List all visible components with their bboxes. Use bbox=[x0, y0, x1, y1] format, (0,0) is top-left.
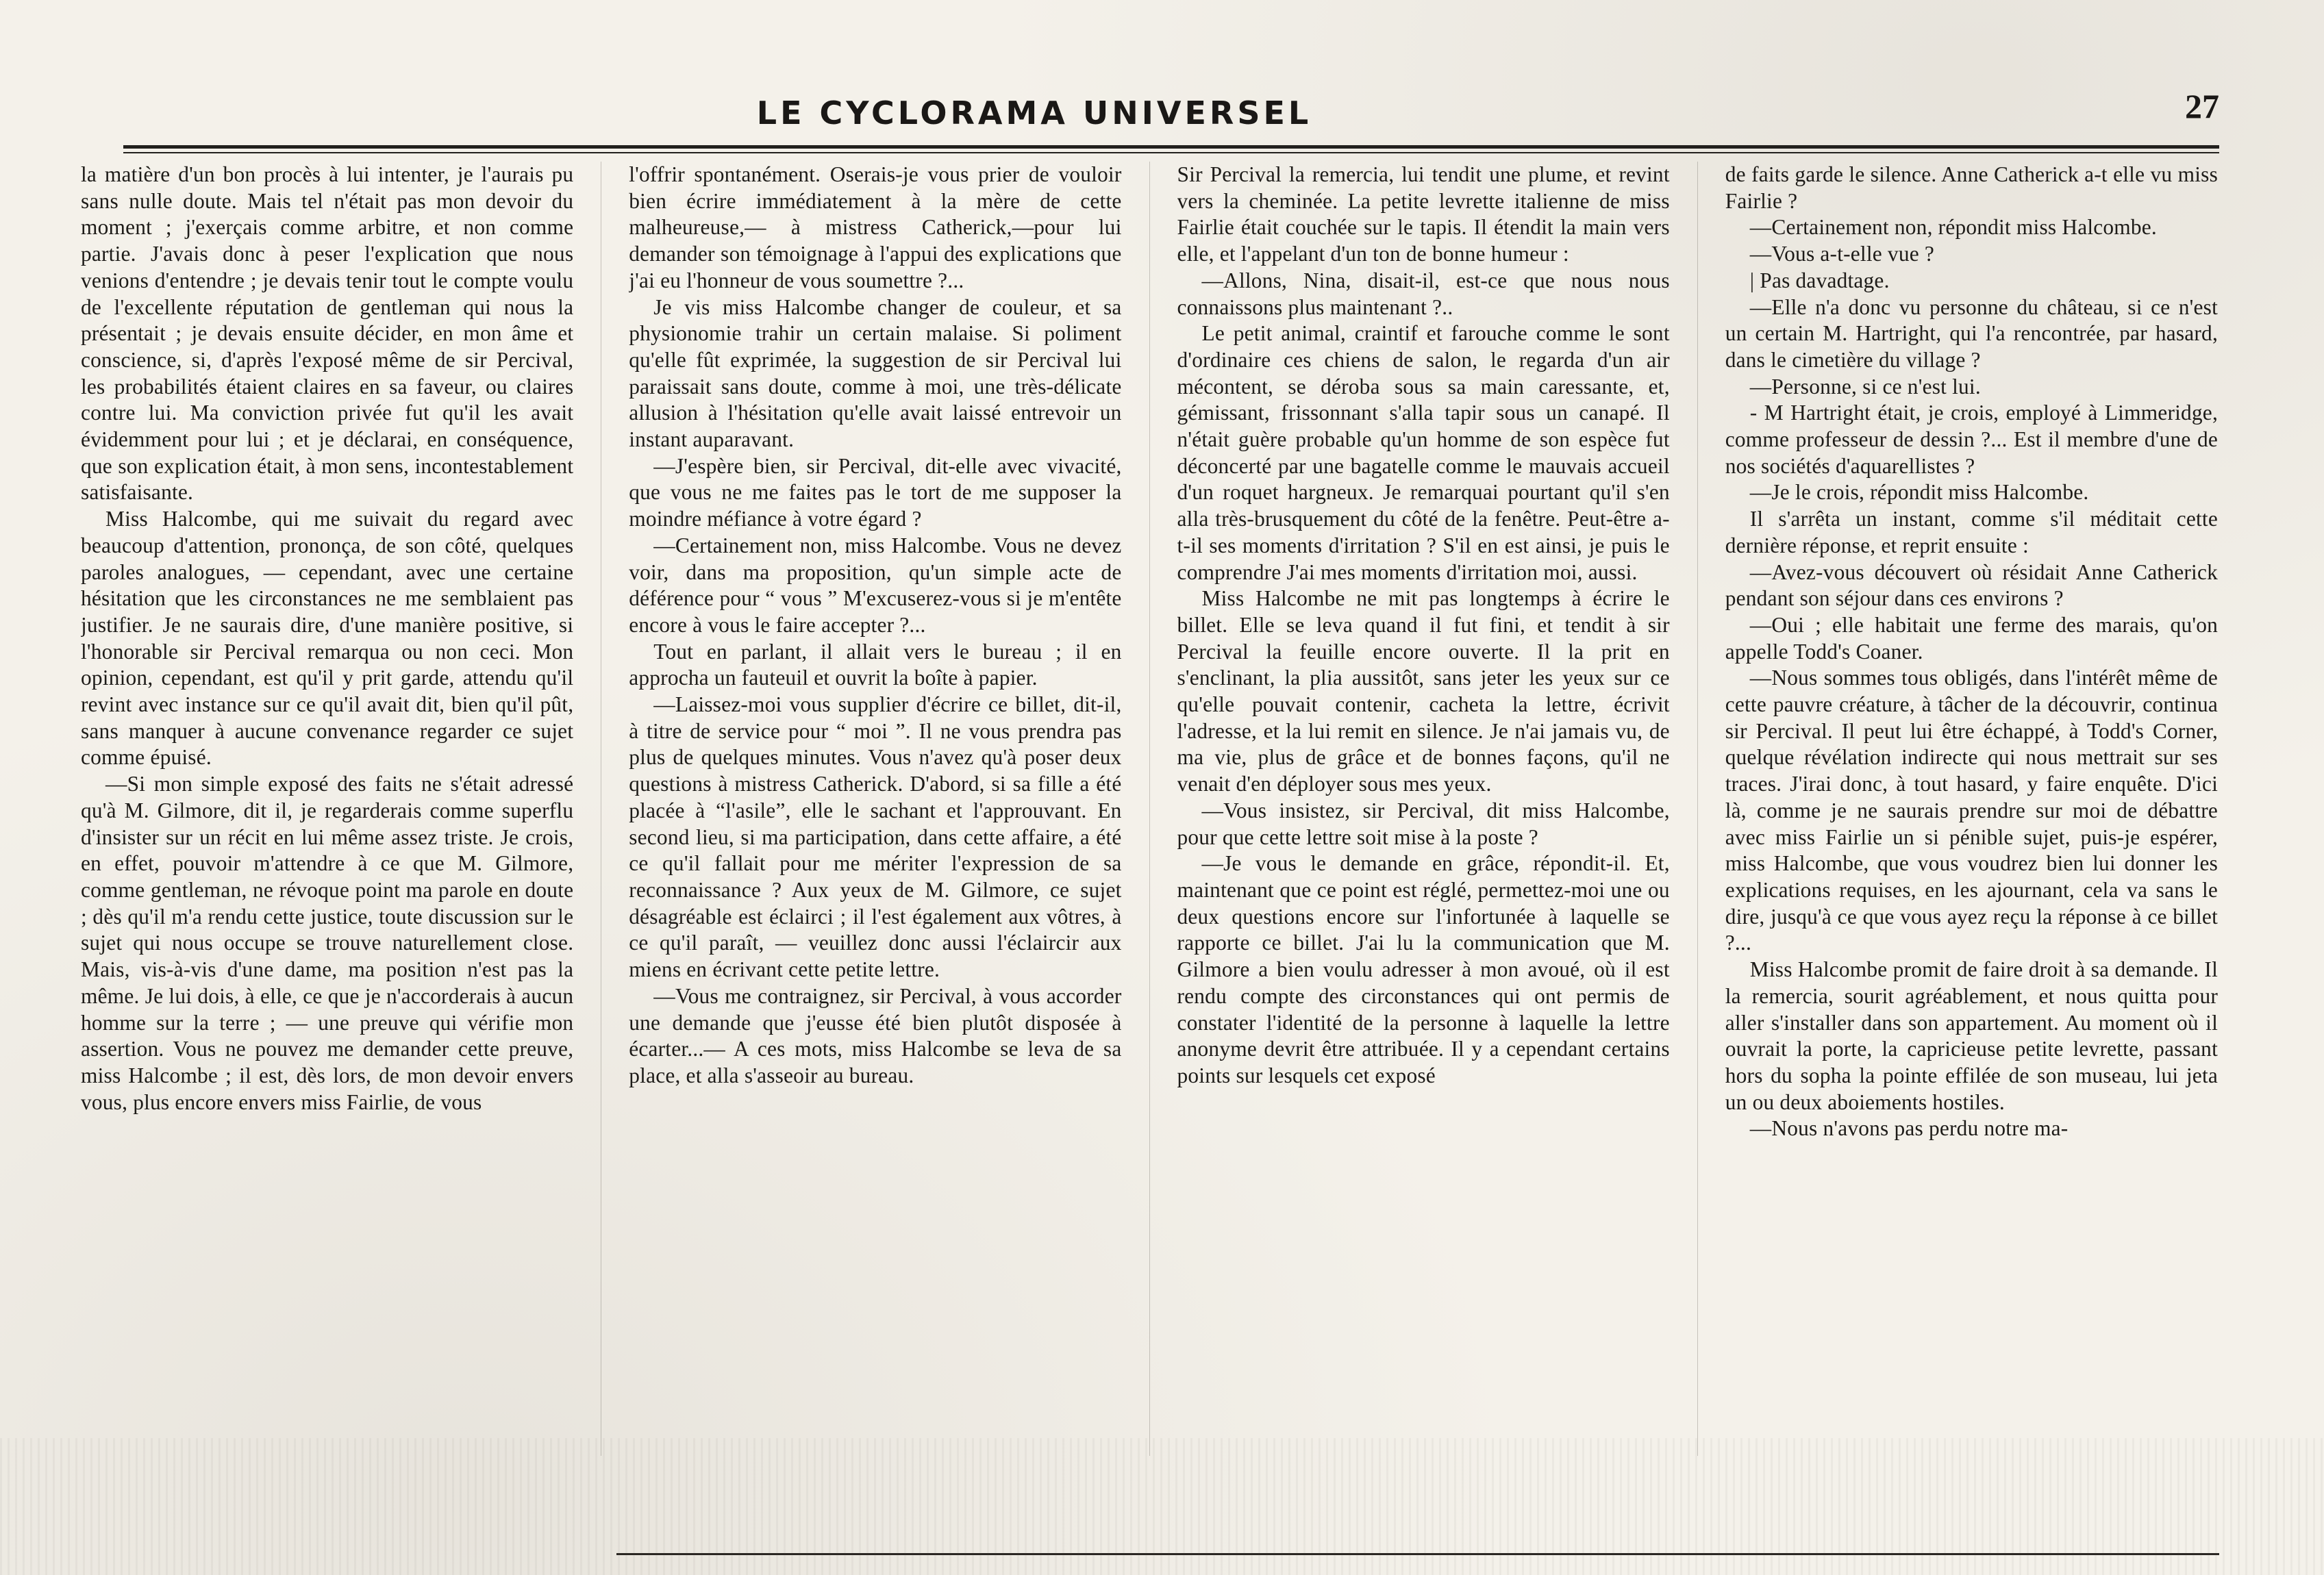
paragraph: Miss Halcombe promit de faire droit à sa demande. Il la remercia, sourit agréablement, et nous quitta pour aller s'installer dans son appartement. Au moment où il ouvrait la porte, la capricieuse petite levrette, passant hors du sopha la pointe effilée de son museau, lui jeta un ou deux aboiements hostiles. bbox=[1725, 957, 2218, 1114]
paragraph: la matière d'un bon procès à lui intenter, je l'aurais pu sans nulle doute. Mais tel n'était pas mon devoir du moment ; j'exerçais comme arbitre, et non comme partie. J'avais donc à peser l'explication que nous venions d'entendre ; je devais tenir tout le compte voulu de l'excellente réputation de gentleman qui nous la présentait ; je devais ensuite décider, en mon âme et conscience, si, d'après l'exposé même de sir Percival, les probabilités étaient claires en sa faveur, ou claires contre lui. Ma conviction privée fut qu'il les avait évidemment pour lui ; et je déclarai, en conséquence, que son explication était, à mon sens, incontestablement satisfaisante. bbox=[81, 162, 574, 505]
paragraph: —Je le crois, répondit miss Halcombe. bbox=[1749, 480, 2089, 505]
paragraph: —Certainement non, miss Halcombe. Vous ne devez voir, dans ma proposition, qu'un simple acte de déférence pour “ vous ” M'excuserez-vous si je m'entête encore à vous le faire accepter ?... bbox=[629, 533, 1122, 637]
paragraph: Miss Halcombe ne mit pas longtemps à écrire le billet. Elle se leva quand il fut fini, et tendit à sir Percival la feuille encore ouverte. Il la prit en s'enclinant, la plia aussitôt, sans jeter les yeux sur ce qu'elle pouvait contenir, cacheta la lettre, écrivit l'adresse, et la lui remit en silence. Je n'ai jamais vu, de ma vie, plus de grâce et de bonnes façons, qu'il ne venait d'en déployer sous mes yeux. bbox=[1177, 586, 1670, 796]
paragraph: Il s'arrêta un instant, comme s'il méditait cette dernière réponse, et reprit ensuite : bbox=[1725, 507, 2218, 557]
paragraph: —Nous n'avons pas perdu notre ma- bbox=[1749, 1116, 2069, 1141]
paragraph: Miss Halcombe, qui me suivait du regard avec beaucoup d'attention, prononça, de son côté, quelques paroles analogues, — cependant, avec une certaine hésitation que les circonstances ne me semblaient pas justifier. Je ne saurais dire, d'une manière positive, si l'honorable sir Percival remarqua ou non ceci. Mon opinion, cependant, est qu'il y prit garde, attendu qu'il revint avec instance sur ce qu'il avait dit, bien qu'il pût, sans manquer à aucune convenance regarder ce sujet comme épuisé. bbox=[81, 507, 574, 770]
text-columns bbox=[81, 162, 2218, 1456]
column-divider bbox=[1697, 162, 1698, 1456]
paragraph: —Elle n'a donc vu personne du château, si ce n'est un certain M. Hartright, qui l'a rencontrée, par hasard, dans le cimetière du village ? bbox=[1725, 294, 2218, 372]
paragraph: | Pas davadtage. bbox=[1749, 268, 1890, 292]
page-header bbox=[123, 82, 2219, 151]
text-column-1 bbox=[81, 162, 573, 1456]
header-rule-thick bbox=[123, 145, 2219, 149]
column-divider bbox=[1149, 162, 1150, 1456]
paragraph: —Vous me contraignez, sir Percival, à vous accorder une demande que j'eusse été bien plutôt disposée à écarter...— A ces mots, miss Halcombe se leva de sa place, et alla s'asseoir au bureau. bbox=[629, 983, 1122, 1087]
journal-title: LE CYCLORAMA UNIVERSEL bbox=[756, 94, 1312, 131]
paragraph: - M Hartright était, je crois, employé à Limmeridge, comme professeur de dessin ?... Est il membre d'une de nos sociétés d'aquarellistes ? bbox=[1725, 401, 2218, 478]
text-column-2 bbox=[629, 162, 1121, 1456]
footer-rule bbox=[616, 1553, 2219, 1555]
paragraph: Le petit animal, craintif et farouche comme le sont d'ordinaire ces chiens de salon, le regarda d'un air mécontent, se déroba sous sa main caressante, et, gémissant, frissonnant s'alla tapir sous un canapé. Il n'était guère probable qu'un homme de son espèce fut déconcerté par une bagatelle comme le mauvais accueil d'un roquet hargneux. Je remarquai pourtant qu'il s'en alla très-brusquement du côté de la fenêtre. Peut-être a-t-il ses moments d'irritation ? S'il en est ainsi, je puis le comprendre J'ai mes moments d'irritation moi, aussi. bbox=[1177, 321, 1670, 584]
header-rule-thin bbox=[123, 152, 2219, 153]
paragraph: —J'espère bien, sir Percival, dit-elle avec vivacité, que vous ne me faites pas le tort de me supposer la moindre méfiance à votre égard ? bbox=[629, 453, 1122, 531]
paragraph: —Personne, si ce n'est lui. bbox=[1749, 374, 1981, 399]
paragraph: Je vis miss Halcombe changer de couleur, et sa physionomie trahir un certain malaise. Si poliment qu'elle fût exprimée, la suggestion de sir Percival lui paraissait sans doute, comme à moi, une très-délicate allusion à l'hésitation qu'elle avait laissé entrevoir un instant auparavant. bbox=[629, 294, 1122, 452]
page-number: 27 bbox=[2185, 87, 2219, 125]
paragraph: de faits garde le silence. Anne Catherick a-t elle vu miss Fairlie ? bbox=[1725, 162, 2218, 213]
paragraph: Sir Percival la remercia, lui tendit une plume, et revint vers la cheminée. La petite levrette italienne de miss Fairlie était couchée sur le tapis. Il étendit la main vers elle, et l'appelant d'un ton de bonne humeur : bbox=[1177, 162, 1670, 266]
paragraph: —Si mon simple exposé des faits ne s'était adressé qu'à M. Gilmore, dit il, je regarderais comme superflu d'insister sur un récit en lui même assez triste. Je crois, en effet, pouvoir m'attendre à ce que M. Gilmore, comme gentleman, ne révoque point ma parole en doute ; dès qu'il m'a rendu cette justice, toute discussion sur le sujet qui nous occupe se trouve naturellement close. Mais, vis-à-vis d'une dame, ma position n'est pas la même. Je lui dois, à elle, ce que je n'accorderais à aucun homme sur la terre ; — une preuve qui vérifie mon assertion. Vous ne pouvez me demander cette preuve, miss Halcombe ; il est, dès lors, de mon devoir envers vous, plus encore envers miss Fairlie, de vous bbox=[81, 772, 574, 1114]
paragraph: Tout en parlant, il allait vers le bureau ; il en approcha un fauteuil et ouvrit la boîte à papier. bbox=[629, 639, 1122, 690]
paragraph: —Allons, Nina, disait-il, est-ce que nous nous connaissons plus maintenant ?.. bbox=[1177, 268, 1670, 319]
paragraph: —Oui ; elle habitait une ferme des marais, qu'on appelle Todd's Coaner. bbox=[1725, 612, 2218, 664]
paragraph: —Certainement non, répondit miss Halcombe. bbox=[1749, 215, 2157, 240]
paragraph: —Vous insistez, sir Percival, dit miss Halcombe, pour que cette lettre soit mise à la poste ? bbox=[1177, 798, 1670, 849]
paragraph: —Avez-vous découvert où résidait Anne Catherick pendant son séjour dans ces environs ? bbox=[1725, 559, 2218, 611]
paragraph: —Nous sommes tous obligés, dans l'intérêt même de cette pauvre créature, à tâcher de la découvrir, continua sir Percival. Il peut lui être échappé, à Todd's Corner, quelque révélation indirecte qui nous mettrait sur ses traces. J'irai donc, à tout hasard, y faire enquête. D'ici là, comme je ne saurais prendre sur moi de débattre avec miss Fairlie un si pénible sujet, puis-je espérer, miss Halcombe, que vous voudrez bien lui donner les explications requises, en les ajournant, cela va sans le dire, jusqu'à ce que vous ayez reçu la réponse à ce billet ?... bbox=[1725, 666, 2218, 955]
text-column-3 bbox=[1177, 162, 1670, 1456]
paragraph: —Vous a-t-elle vue ? bbox=[1749, 242, 1935, 266]
paragraph: l'offrir spontanément. Oserais-je vous prier de vouloir bien écrire immédiatement à la mère de cette malheureuse,— à mistress Catherick,—pour lui demander son témoignage à l'appui des explications que j'ai eu l'honneur de vous soumettre ?... bbox=[629, 162, 1122, 292]
paragraph: —Laissez-moi vous supplier d'écrire ce billet, dit-il, à titre de service pour “ moi ”. Il ne vous prendra pas plus de quelques minutes. Vous n'avez qu'à poser deux questions à mistress Catherick. D'abord, si sa fille a été placée à “l'asile”, elle le sachant et l'approuvant. En second lieu, si ma participation, dans cette affaire, a été ce qu'il fallait pour me mériter l'expression de sa reconnaissance ? Aux yeux de M. Gilmore, ce sujet désagréable est éclairci ; il l'est également aux vôtres, à ce qu'il paraît, — veuillez donc aussi l'éclaircir aux miens en écrivant cette petite lettre. bbox=[629, 692, 1122, 982]
paragraph: —Je vous le demande en grâce, répondit-il. Et, maintenant que ce point est réglé, permettez-moi une ou deux questions encore sur l'infortunée à laquelle se rapporte ce billet. J'ai lu la communication que M. Gilmore a bien voulu adresser à mon avoué, où il est rendu compte des circonstances qui ont permis de constater l'identité de la personne à laquelle la lettre anonyme devrit être attribuée. Il y a cependant certains points sur lesquels cet exposé bbox=[1177, 851, 1670, 1087]
text-column-4 bbox=[1725, 162, 2218, 1456]
